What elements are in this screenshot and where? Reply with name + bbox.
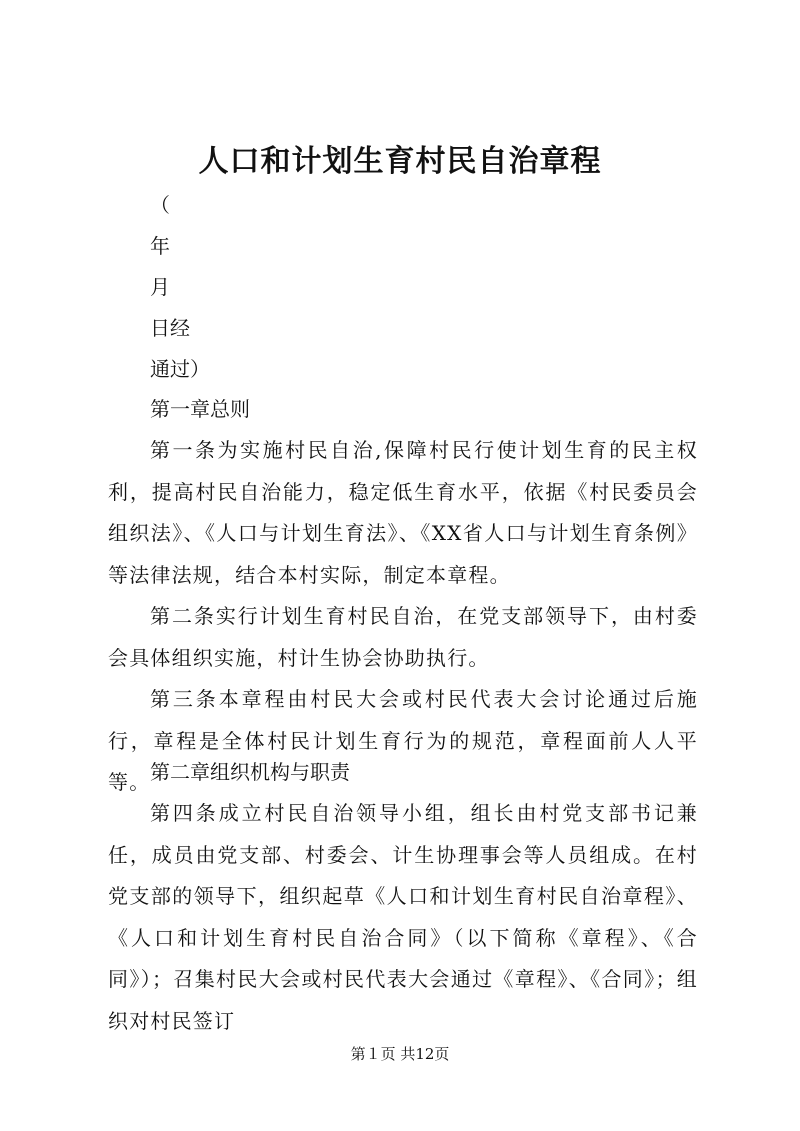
date-line-month: 月 (150, 275, 170, 299)
document-title: 人口和计划生育村民自治章程 (198, 144, 602, 179)
article-3: 第三条本章程由村民大会或村民代表大会讨论通过后施行，章程是全体村民计划生育行为的规范，章程面前人人平等。 (108, 687, 698, 794)
article-4: 第四条成立村民自治领导小组，组长由村党支部书记兼任，成员由党支部、村委会、计生协理事会等人员组成。在村党支部的领导下，组织起草《人口和计划生育村民自治章程》、《人口和计划生育村民自治合同》（以下简称《章程》、《合同》）；召集村民大会或村民代表大会通过《章程》、《合同》；组织对村民签订 (108, 801, 698, 1033)
date-line-day: 日经 (150, 316, 190, 340)
chapter-2-heading: 第二章组织机构与职责 (150, 760, 350, 784)
article-1: 第一条为实施村民自治,保障村民行使计划生育的民主权利，提高村民自治能力，稳定低生育水平，依据《村民委员会组织法》、《人口与计划生育法》、《XX省人口与计划生育条例》等法律法规，结合本村实际，制定本章程。 (108, 438, 698, 587)
date-line-passed: 通过） (150, 357, 210, 381)
date-line-year: 年 (150, 234, 170, 258)
date-line-open-paren: （ (150, 193, 170, 217)
article-2: 第二条实行计划生育村民自治，在党支部领导下，由村委会具体组织实施，村计生协会协助执行。 (108, 604, 698, 670)
page-footer: 第１页 共12页 (350, 1045, 450, 1063)
chapter-1-heading: 第一章总则 (150, 397, 250, 421)
